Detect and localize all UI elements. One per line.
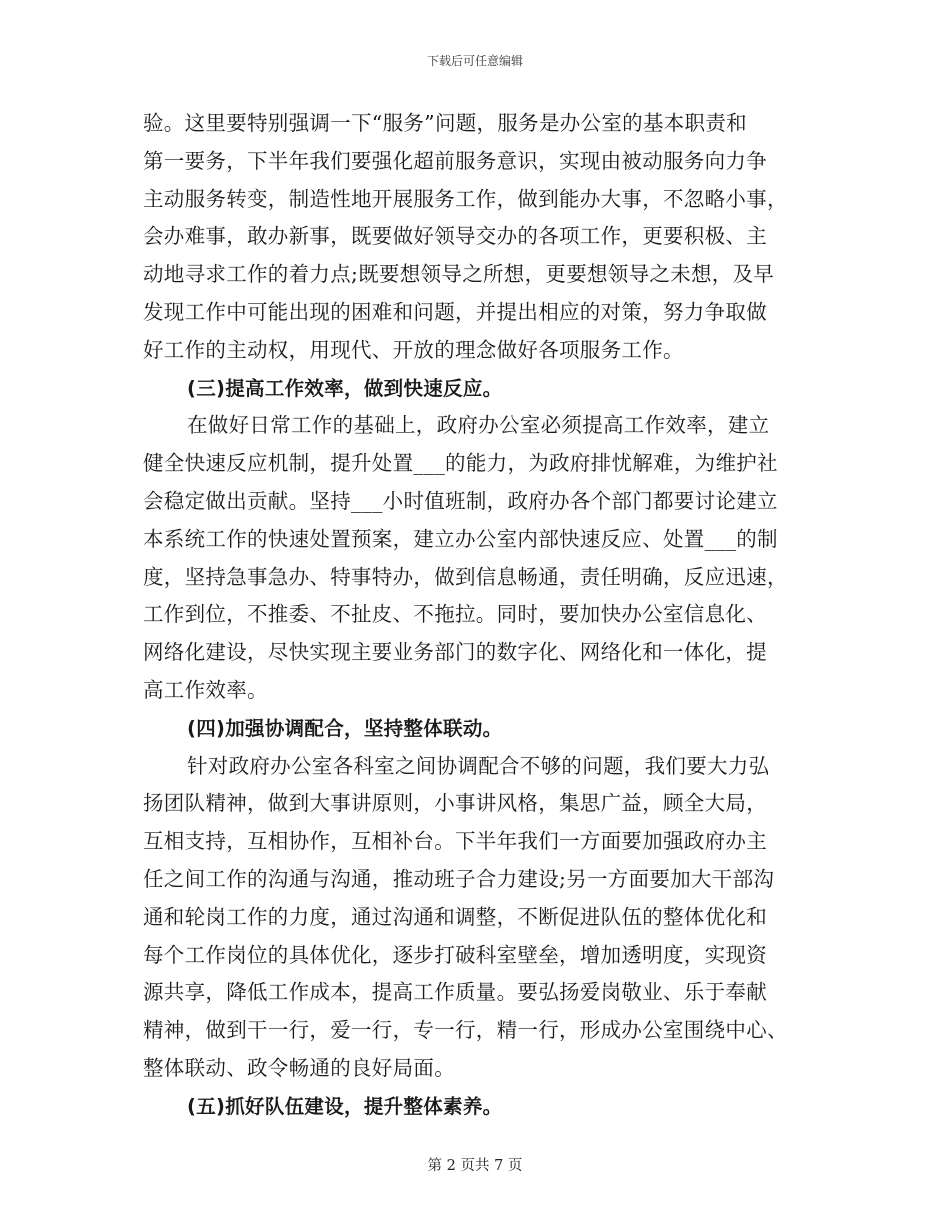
paragraph-start: 在做好日常工作的基础上，政府办公室必须提高工作效率，建立 — [187, 413, 770, 438]
document-body — [143, 105, 807, 1126]
text-line: 源共享，降低工作成本，提高工作质量。要弘扬爱岗敬业、乐于奉献 — [143, 980, 767, 1005]
text-line: 动地寻求工作的着力点;既要想领导之所想，更要想领导之未想，及早 — [143, 262, 775, 287]
section-heading-4: (四)加强协调配合，坚持整体联动。 — [187, 716, 503, 740]
text-line: 任之间工作的沟通与沟通，推动班子合力建设;另一方面要加大干部沟 — [143, 866, 775, 891]
text-line: 高工作效率。 — [143, 677, 268, 702]
text-line: 度，坚持急事急办、特事特办，做到信息畅通，责任明确，反应迅速， — [143, 564, 788, 589]
text-line: 互相支持，互相协作，互相补台。下半年我们一方面要加强政府办主 — [143, 829, 767, 854]
text-line: 工作到位，不推委、不扯皮、不拖拉。同时，要加快办公室信息化、 — [143, 602, 767, 627]
text-line: 本系统工作的快速处置预案，建立办公室内部快速反应、处置___的制 — [143, 526, 778, 551]
section-heading-5: (五)抓好队伍建设，提升整体素养。 — [187, 1094, 503, 1118]
page-footer: 第 2 页共 7 页 — [427, 1158, 523, 1174]
text-line: 好工作的主动权，用现代、开放的理念做好各项服务工作。 — [143, 337, 684, 362]
text-line: 健全快速反应机制，提升处置___的能力，为政府排忧解难，为维护社 — [143, 451, 778, 476]
text-line: 整体联动、政令畅通的良好局面。 — [143, 1055, 455, 1080]
text-line: 发现工作中可能出现的困难和问题，并提出相应的对策，努力争取做 — [143, 299, 767, 324]
text-line: 第一要务，下半年我们要强化超前服务意识，实现由被动服务向力争 — [143, 148, 767, 173]
text-line: 精神，做到干一行，爱一行，专一行，精一行，形成办公室围绕中心、 — [143, 1018, 788, 1043]
text-line: 验。这里要特别强调一下“服务”问题，服务是办公室的基本职责和 — [143, 111, 747, 135]
text-line: 主动服务转变，制造性地开展服务工作，做到能办大事，不忽略小事， — [143, 186, 788, 211]
text-line: 网络化建设，尽快实现主要业务部门的数字化、网络化和一体化，提 — [143, 640, 767, 665]
page-header: 下载后可任意编辑 — [426, 54, 523, 68]
section-heading-3: (三)提高工作效率，做到快速反应。 — [187, 376, 503, 400]
text-line: 每个工作岗位的具体优化，逐步打破科室壁垒，增加透明度，实现资 — [143, 942, 767, 967]
text-line: 会办难事，敢办新事，既要做好领导交办的各项工作，更要积极、主 — [143, 224, 767, 249]
text-line: 通和轮岗工作的力度，通过沟通和调整，不断促进队伍的整体优化和 — [143, 904, 767, 929]
text-line: 扬团队精神，做到大事讲原则，小事讲风格，集思广益，顾全大局， — [143, 791, 767, 816]
text-line: 会稳定做出贡献。坚持___小时值班制，政府办各个部门都要讨论建立 — [143, 488, 778, 513]
paragraph-start: 针对政府办公室各科室之间协调配合不够的问题，我们要大力弘 — [187, 753, 770, 778]
